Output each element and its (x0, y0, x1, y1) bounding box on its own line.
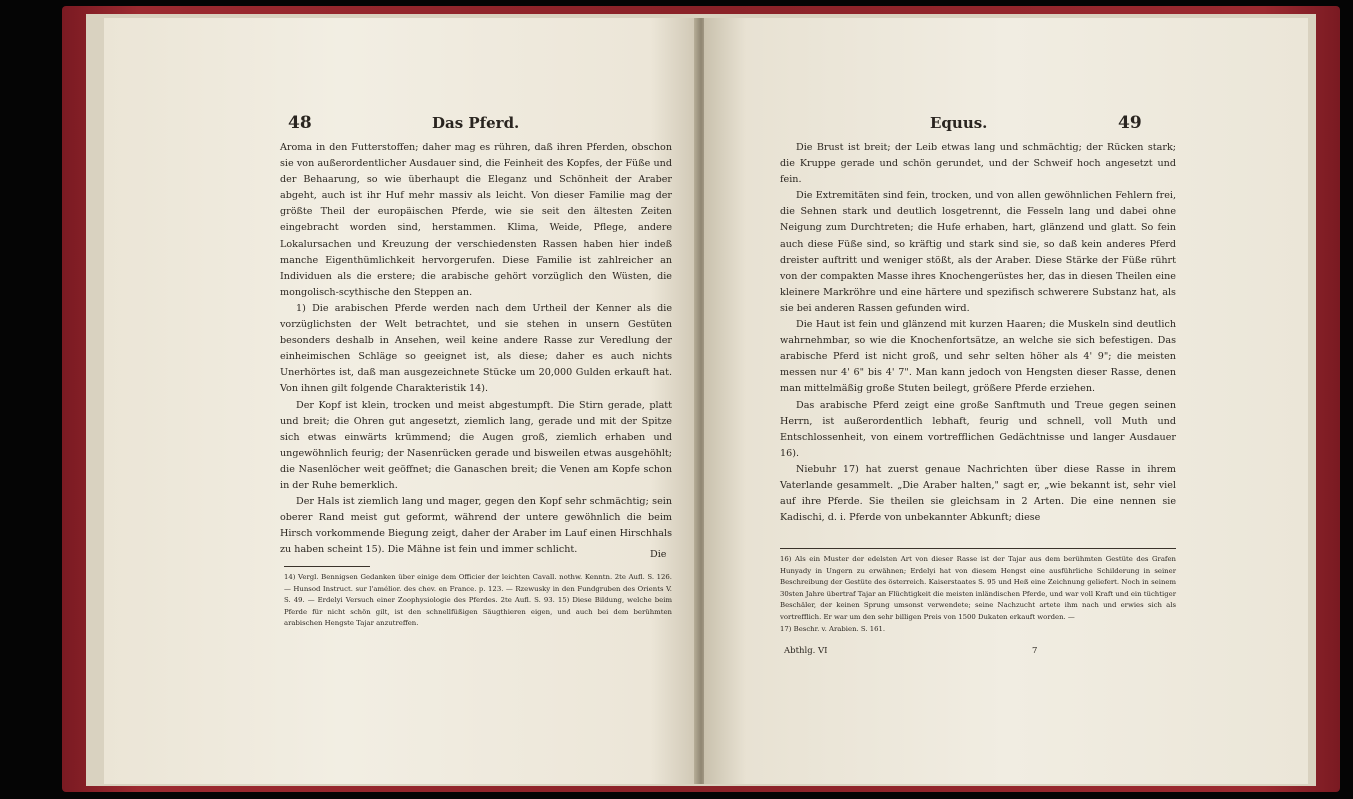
paragraph: Aroma in den Futterstoffen; daher mag es rühren, daß ihren Pferden, obschon sie von außerordentlicher Ausdauer sind, die Feinheit des Kopfes, der Füße und der Behaarung, so wie überhaupt die Eleganz und Schönheit der Araber abgeht, auch ist ihr Huf mehr massiv als leicht. Von dieser Familie mag der größte Theil der europäischen Pferde, wie sie seit den ältesten Zeiten eingebracht worden sind, herstammen. Klima, Weide, Pflege, andere Lokalursachen und Kreuzung der verschiedensten Rassen haben hier indeß manche Eigenthümlichkeit hervorgerufen. Diese Familie ist zahlreicher an Individuen als die erstere; die arabische gehört vorzüglich den Wüsten, die mongolisch-scythische den Steppen an. (280, 142, 672, 298)
paragraph: Die Haut ist fein und glänzend mit kurzen Haaren; die Muskeln sind deutlich wahrnehmbar, so wie die Knochenfortsätze, an welche sie sich befestigen. Das arabische Pferd ist nicht groß, und sehr selten höher als 4' 9"; die meisten messen nur 4' 6" bis 4' 7". Man kann jedoch von Hengsten dieser Rasse, denen man mittelmäßig große Stuten beilegt, größere Pferde erziehen. (780, 319, 1176, 395)
footnote: 16) Als ein Muster der edelsten Art von dieser Rasse ist der Tajar aus dem berühmten Gestüte des Grafen Hunyady in Ungern zu erwähnen; Erdelyi hat von diesem Hengst eine ausführliche Schilderung in seiner Beschreibung der Gestüte des österreich. Kaiserstaates S. 95 und Heß eine Zeichnung geliefert. Noch in seinem 30sten Jahre übertraf Tajar an Flüchtigkeit die meisten inländischen Pferde, und war voll Kraft und ein tüchtiger Beschäler, der keinen Sprung umsonst verwendete; seine Nachzucht artete ihm nach und erwies sich als vortrefflich. Er war um den sehr billigen Preis von 1500 Dukaten erkauft worden. — (780, 555, 1176, 621)
page-number: 48 (288, 113, 312, 133)
signature-mark: Abthlg. VI (784, 646, 828, 656)
paragraph: Der Hals ist ziemlich lang und mager, gegen den Kopf sehr schmächtig; sein oberer Rand meist gut geformt, während der untere gewöhnlich die beim Hirsch vorkommende Biegung zeigt, daher der Araber im Lauf einen Hirschhals zu haben scheint 15). Die Mähne ist fein und immer schlicht. (280, 496, 672, 556)
page-number: 49 (1118, 113, 1142, 133)
footnote: 17) Beschr. v. Arabien. S. 161. (780, 624, 886, 633)
paragraph: Die Extremitäten sind fein, trocken, und von allen gewöhnlichen Fehlern frei, die Sehnen stark und deutlich losgetrennt, die Fesseln lang und dabei ohne Neigung zum Durchtreten; die Hufe erhaben, hart, glänzend und glatt. So fein auch diese Füße sind, so kräftig und stark sind sie, so daß kein anderes Pferd dreister auftritt und weniger stößt, als der Araber. Diese Stärke der Füße rührt von der compakten Masse ihres Knochengerüstes her, das in diesen Theilen eine kleinere Markröhre und eine härtere und spezifisch schwerere Substanz hat, als sie bei anderen Rassen gefunden wird. (780, 190, 1176, 314)
left-page (104, 18, 698, 784)
paragraph: Der Kopf ist klein, trocken und meist abgestumpft. Die Stirn gerade, platt und breit; die Ohren gut angesetzt, ziemlich lang, gerade und mit der Spitze sich etwas einwärts krümmend; die Augen groß, ziemlich erhaben und ungewöhnlich feurig; der Nasenrücken gerade und bisweilen etwas ausgehöhlt; die Nasenlöcher weit geöffnet; die Ganaschen breit; die Venen am Kopfe schon in der Ruhe bemerklich. (280, 399, 672, 491)
running-head: Equus. (930, 114, 988, 132)
footnotes (780, 554, 1176, 635)
footnote-rule (780, 548, 1176, 549)
paragraph: Niebuhr 17) hat zuerst genaue Nachrichten über diese Rasse in ihrem Vaterlande gesammelt. „Die Araber halten," sagt er, „wie bekannt ist, sehr viel auf ihre Pferde. Sie theilen sie gleichsam in 2 Arten. Die eine nennen sie Kadischi, d. i. Pferde von unbekannter Abkunft; diese (780, 463, 1176, 524)
footnote: 14) Vergl. Bennigsen Gedanken über einige dem Officier der leichten Cavall. nothw. Kenntn. 2te Aufl. S. 126. — Hunsod Instruct. sur l'amélior. des chev. en France. p. 123. — Rzewusky in den Fundgruben des Orients V. S. 49. — Erdelyi Versuch einer Zoophysiologie des Pferdes. 2te Aufl. S. 93. 15) Diese Bildung, welche beim Pferde für nicht schön gilt, ist den schnellfüßigen Säugthieren eigen, und auch bei dem berühmten arabischen Hengste Tajar anzutreffen. (284, 573, 672, 628)
paragraph: Das arabische Pferd zeigt eine große Sanftmuth und Treue gegen seinen Herrn, ist außerordentlich lebhaft, feurig und schnell, voll Muth und Entschlossenheit, von einem vortrefflichen Gedächtnisse und langer Ausdauer 16). (780, 399, 1176, 459)
paragraph: 1) Die arabischen Pferde werden nach dem Urtheil der Kenner als die vorzüglichsten der Welt betrachtet, und sie stehen in unsern Gestüten besonders deshalb in Ansehen, weil keine andere Rasse zur Veredlung der einheimischen Schläge so geeignet ist, als diese; daher es auch nichts Unerhörtes ist, daß man ausgezeichnete Stücke um 20,000 Gulden erkauft hat. Von ihnen gilt folgende Charakteristik 14). (280, 302, 672, 395)
running-head: Das Pferd. (432, 114, 520, 132)
signature-number: 7 (1032, 646, 1038, 656)
catchword: Die (650, 549, 667, 560)
main-text (780, 140, 1176, 526)
paragraph: Die Brust ist breit; der Leib etwas lang und schmächtig; der Rücken stark; die Kruppe gerade und schön gerundet, und der Schweif hoch angesetzt und fein. (780, 142, 1176, 186)
right-page (704, 18, 1308, 784)
main-text (280, 140, 672, 558)
footnotes (284, 572, 672, 630)
footnote-rule (284, 566, 370, 567)
